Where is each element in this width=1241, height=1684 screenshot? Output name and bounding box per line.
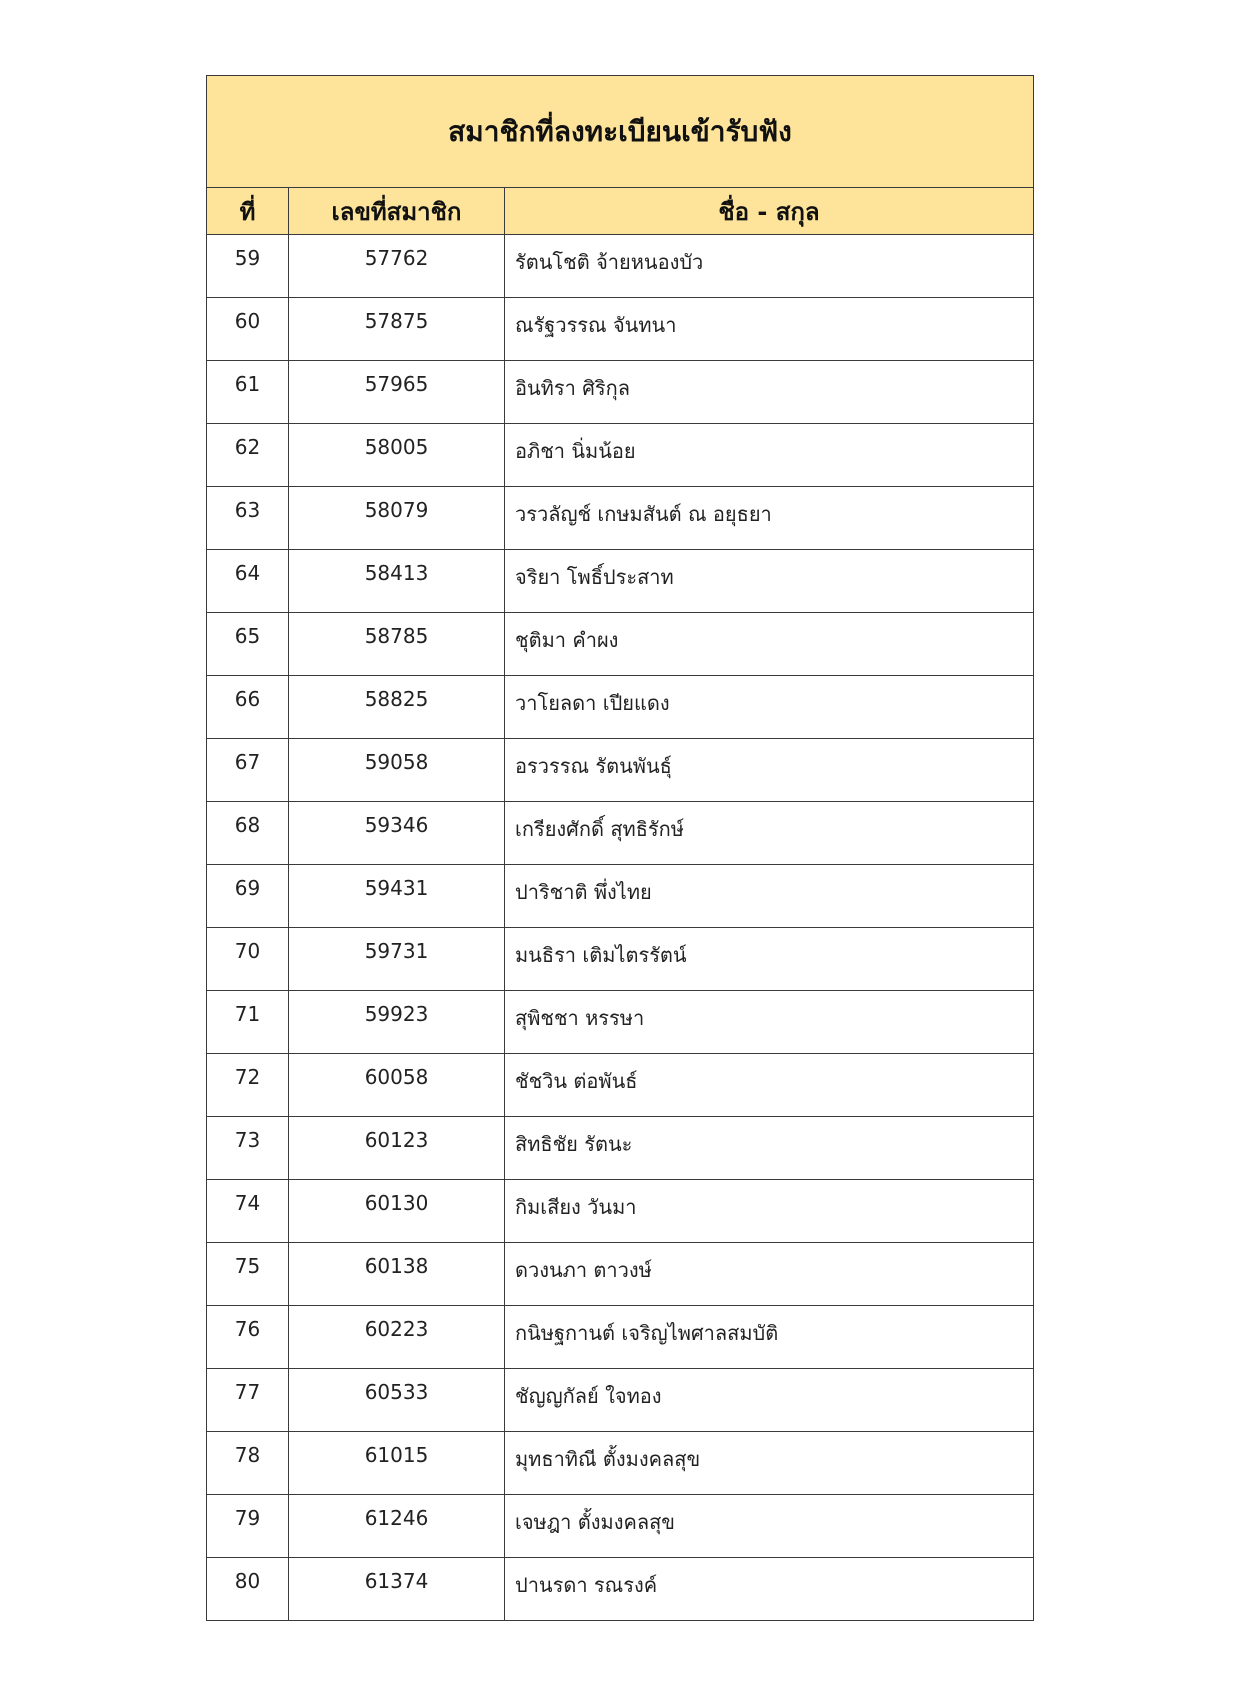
table-row <box>207 1306 1034 1369</box>
row-member-id: 60123 <box>289 1117 505 1180</box>
row-name: อรวรรณ รัตนพันธุ์ <box>505 739 1034 802</box>
table-row <box>207 235 1034 298</box>
row-no: 65 <box>207 613 289 676</box>
table-row <box>207 865 1034 928</box>
row-name: มุทธาทิณี ตั้งมงคลสุข <box>505 1432 1034 1495</box>
row-name: ปานรดา รณรงค์ <box>505 1558 1034 1621</box>
row-name: กิมเสียง วันมา <box>505 1180 1034 1243</box>
row-no: 68 <box>207 802 289 865</box>
row-name: ชัชวิน ต่อพันธ์ <box>505 1054 1034 1117</box>
table-row <box>207 739 1034 802</box>
table-row <box>207 676 1034 739</box>
row-member-id: 59431 <box>289 865 505 928</box>
row-member-id: 60130 <box>289 1180 505 1243</box>
table-row <box>207 1117 1034 1180</box>
row-name: ณรัฐวรรณ จันทนา <box>505 298 1034 361</box>
row-member-id: 58413 <box>289 550 505 613</box>
row-no: 60 <box>207 298 289 361</box>
row-no: 79 <box>207 1495 289 1558</box>
row-no: 73 <box>207 1117 289 1180</box>
row-no: 64 <box>207 550 289 613</box>
row-name: ชัญญกัลย์ ใจทอง <box>505 1369 1034 1432</box>
row-no: 78 <box>207 1432 289 1495</box>
row-member-id: 59731 <box>289 928 505 991</box>
table-row <box>207 1054 1034 1117</box>
row-no: 66 <box>207 676 289 739</box>
row-name: เกรียงศักดิ์ สุทธิรักษ์ <box>505 802 1034 865</box>
row-member-id: 57875 <box>289 298 505 361</box>
row-member-id: 58785 <box>289 613 505 676</box>
row-name: ชุติมา คำผง <box>505 613 1034 676</box>
table-row <box>207 361 1034 424</box>
row-no: 72 <box>207 1054 289 1117</box>
table-row <box>207 1243 1034 1306</box>
row-name: สุพิชชา หรรษา <box>505 991 1034 1054</box>
row-no: 71 <box>207 991 289 1054</box>
row-name: อินทิรา ศิริกุล <box>505 361 1034 424</box>
row-member-id: 58079 <box>289 487 505 550</box>
table-row <box>207 1432 1034 1495</box>
row-no: 74 <box>207 1180 289 1243</box>
row-member-id: 60223 <box>289 1306 505 1369</box>
row-no: 69 <box>207 865 289 928</box>
table-row <box>207 802 1034 865</box>
row-no: 59 <box>207 235 289 298</box>
table-row <box>207 613 1034 676</box>
table-row <box>207 991 1034 1054</box>
table-row <box>207 1495 1034 1558</box>
row-no: 75 <box>207 1243 289 1306</box>
row-name: เจษฎา ตั้งมงคลสุข <box>505 1495 1034 1558</box>
row-no: 63 <box>207 487 289 550</box>
row-member-id: 57762 <box>289 235 505 298</box>
row-member-id: 57965 <box>289 361 505 424</box>
header-name: ชื่อ - สกุล <box>505 188 1034 235</box>
row-no: 62 <box>207 424 289 487</box>
row-name: อภิชา นิ่มน้อย <box>505 424 1034 487</box>
table-row <box>207 928 1034 991</box>
row-name: จริยา โพธิ์ประสาท <box>505 550 1034 613</box>
table-row <box>207 1558 1034 1621</box>
row-no: 70 <box>207 928 289 991</box>
row-member-id: 60058 <box>289 1054 505 1117</box>
row-no: 67 <box>207 739 289 802</box>
row-member-id: 60138 <box>289 1243 505 1306</box>
row-member-id: 58005 <box>289 424 505 487</box>
row-name: สิทธิชัย รัตนะ <box>505 1117 1034 1180</box>
row-member-id: 61246 <box>289 1495 505 1558</box>
row-name: รัตนโชติ จ้ายหนองบัว <box>505 235 1034 298</box>
row-member-id: 61015 <box>289 1432 505 1495</box>
row-member-id: 60533 <box>289 1369 505 1432</box>
row-member-id: 61374 <box>289 1558 505 1621</box>
table-row <box>207 1369 1034 1432</box>
row-member-id: 58825 <box>289 676 505 739</box>
header-no: ที่ <box>207 188 289 235</box>
row-no: 77 <box>207 1369 289 1432</box>
table-title: สมาชิกที่ลงทะเบียนเข้ารับฟัง <box>207 76 1034 188</box>
table-row <box>207 487 1034 550</box>
row-no: 76 <box>207 1306 289 1369</box>
header-member-id: เลขที่สมาชิก <box>289 188 505 235</box>
row-no: 80 <box>207 1558 289 1621</box>
table-row <box>207 550 1034 613</box>
row-name: ดวงนภา ตาวงษ์ <box>505 1243 1034 1306</box>
table-row <box>207 424 1034 487</box>
row-name: มนธิรา เติมไตรรัตน์ <box>505 928 1034 991</box>
header-row <box>207 188 1034 235</box>
row-member-id: 59058 <box>289 739 505 802</box>
row-name: กนิษฐกานต์ เจริญไพศาลสมบัติ <box>505 1306 1034 1369</box>
row-member-id: 59923 <box>289 991 505 1054</box>
row-name: วรวลัญช์ เกษมสันต์ ณ อยุธยา <box>505 487 1034 550</box>
row-name: ปาริชาติ พึ่งไทย <box>505 865 1034 928</box>
member-table <box>206 75 1034 1621</box>
table-row <box>207 298 1034 361</box>
table-row <box>207 1180 1034 1243</box>
row-no: 61 <box>207 361 289 424</box>
registration-sheet <box>206 75 1034 1621</box>
row-member-id: 59346 <box>289 802 505 865</box>
row-name: วาโยลดา เปียแดง <box>505 676 1034 739</box>
